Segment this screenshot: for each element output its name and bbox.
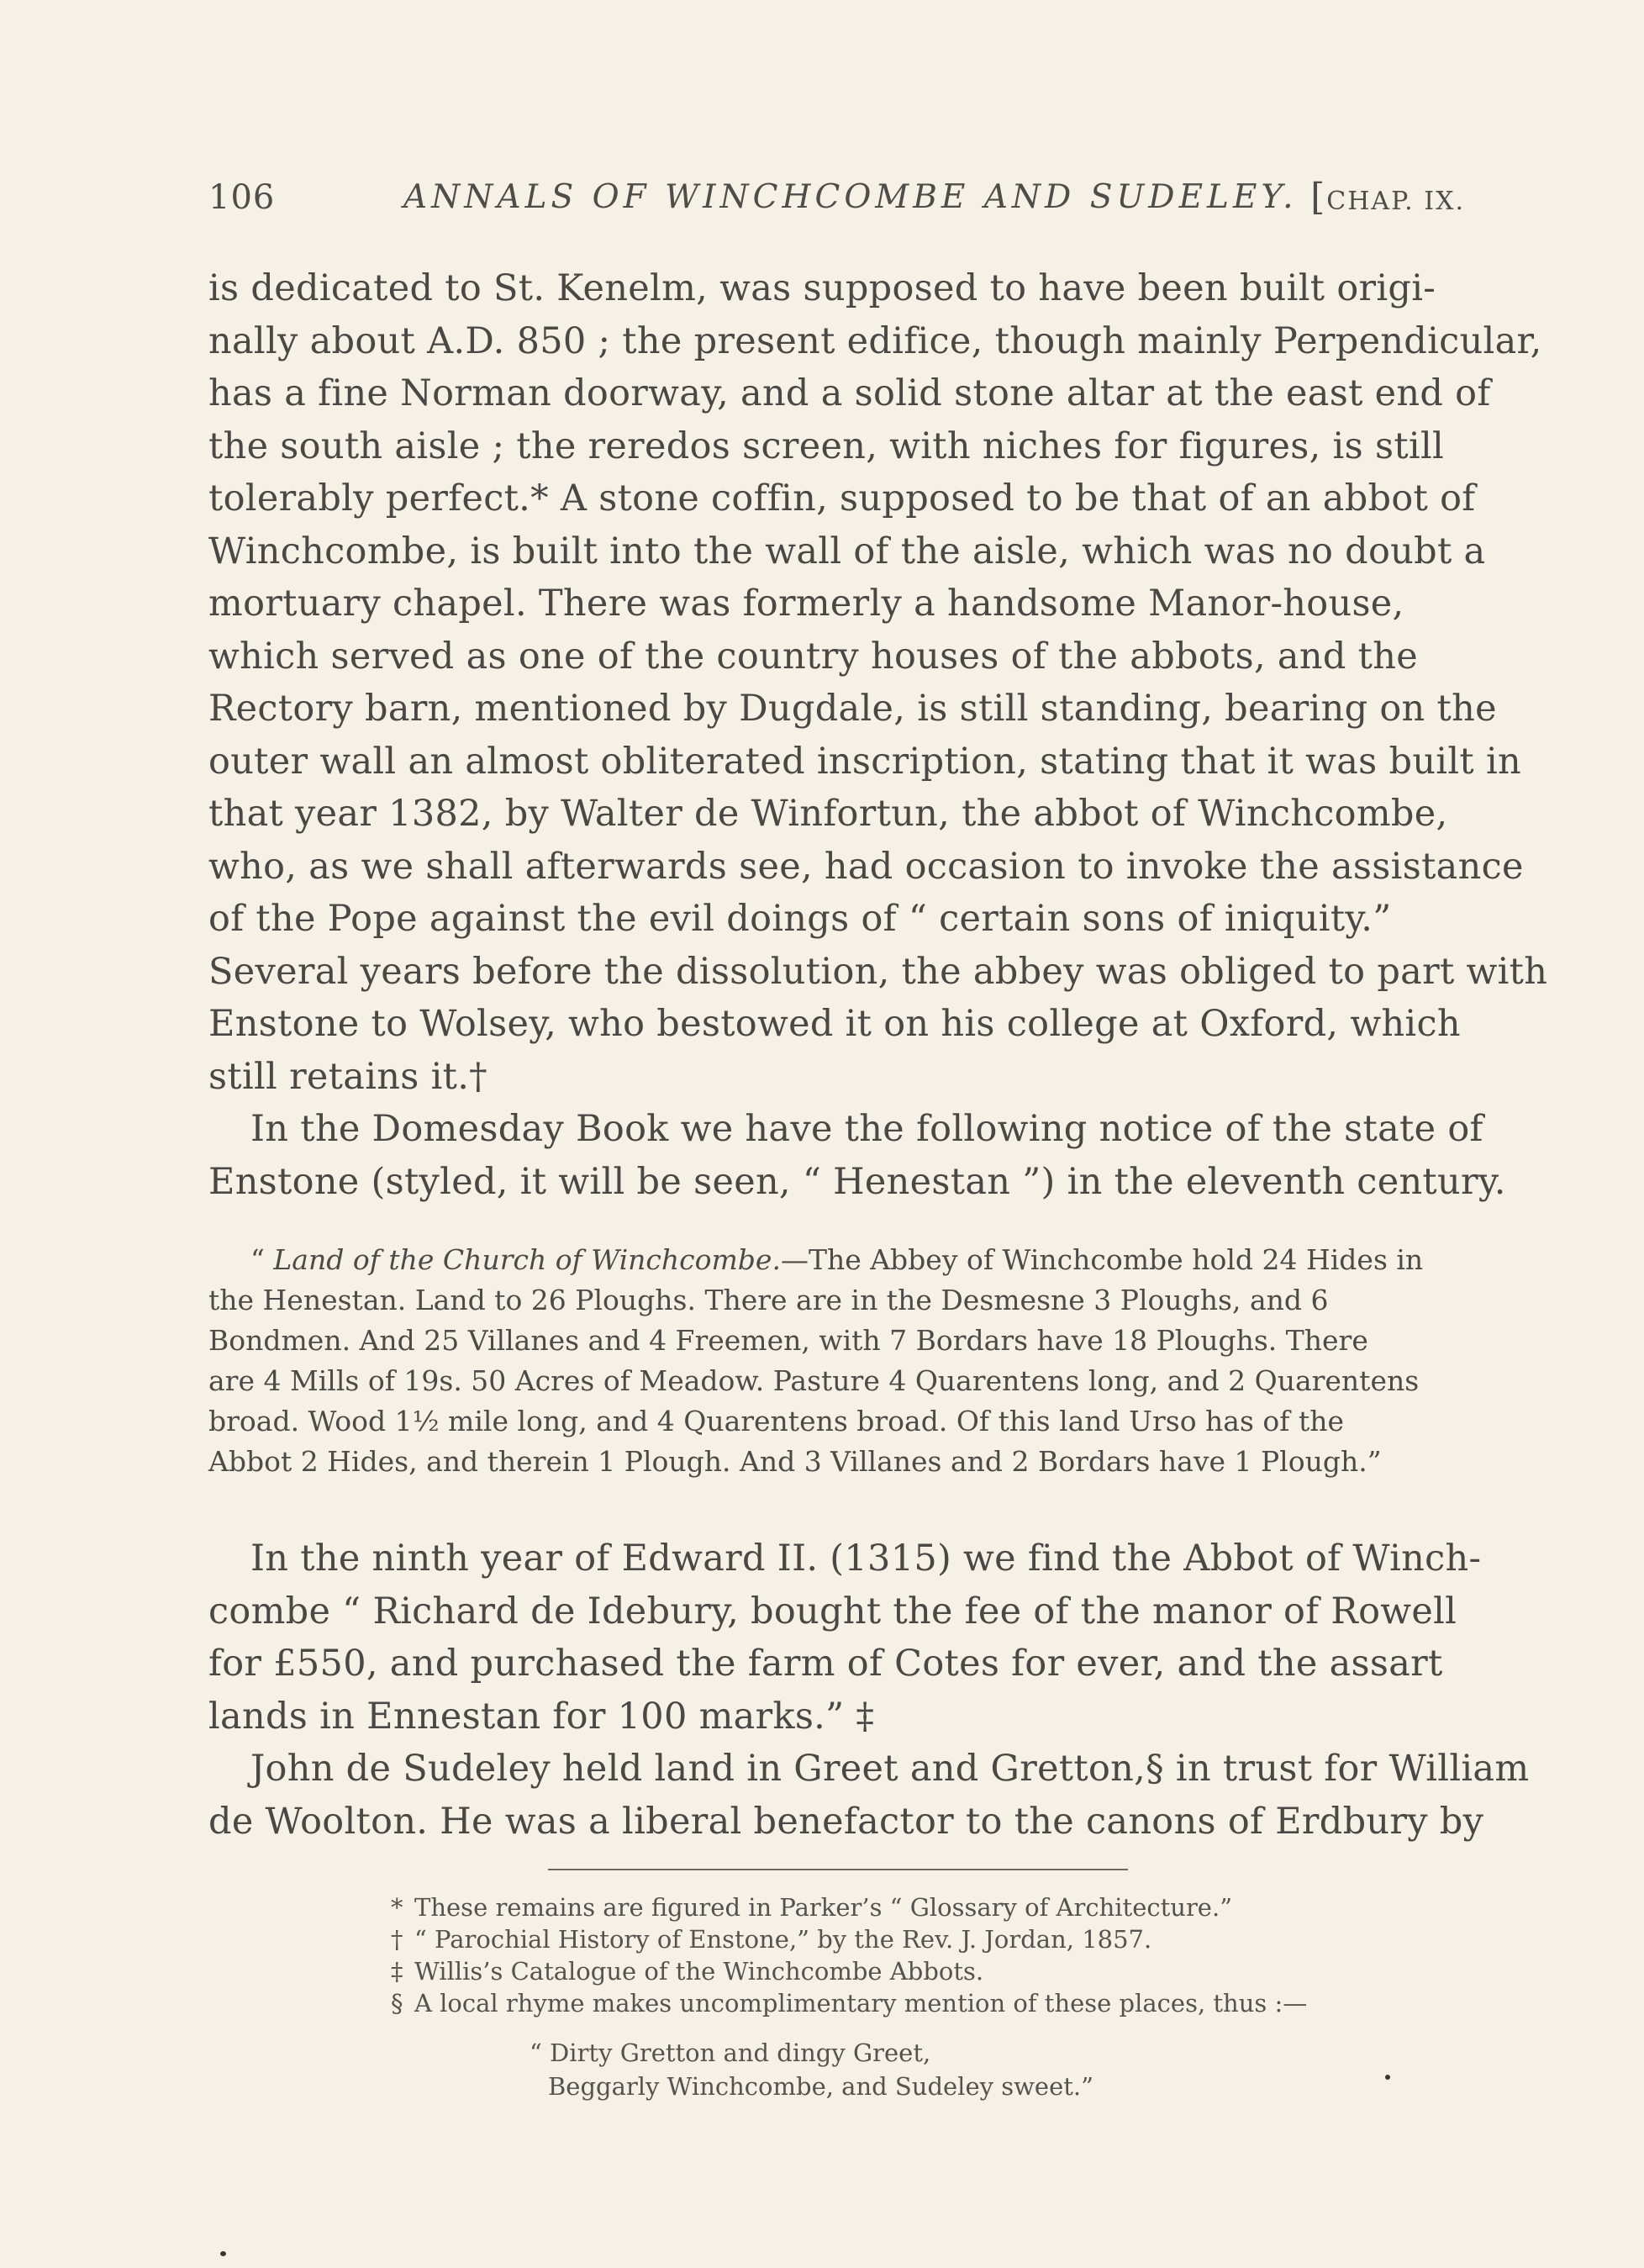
footnote-mark: § [391,1989,403,2017]
text-line: mortuary chapel. There was formerly a handsome Manor-house, [208,583,1404,625]
quote-line [208,1240,1461,1280]
quote-line: the Henestan. Land to 26 Ploughs. There are in the Desmesne 3 Ploughs, and 6 [208,1284,1329,1316]
footnote-text: A local rhyme makes uncomplimentary mention of these places, thus :— [414,1989,1308,2017]
paragraph-1 [208,262,1548,1103]
running-header [208,172,1465,223]
quote-line-rest: —The Abbey of Winchcombe hold 24 Hides in [780,1243,1424,1276]
quote-open: “ [250,1243,274,1276]
text-line: John de Sudeley held land in Greet and Gretton,§ in trust for William [250,1748,1530,1790]
footnote [391,1955,1357,1987]
footnote [391,1987,1357,2019]
footnote-mark: * [391,1893,403,1922]
chapter-bracket: [ [1310,176,1327,219]
text-line: of the Pope against the evil doings of “ certain sons of iniquity.” [208,898,1392,940]
quote-heading: Land of the Church of Winchcombe. [273,1243,781,1276]
footnotes [391,1891,1357,2019]
text-line: who, as we shall afterwards see, had occasion to invoke the assistance [208,845,1524,888]
verse-line: Beggarly Winchcombe, and Sudeley sweet.” [548,2072,1093,2101]
text-line: for £550, and purchased the farm of Cotes for ever, and the assart [208,1643,1443,1685]
text-line: Enstone to Wolsey, who bestowed it on his college at Oxford, which [208,1003,1461,1045]
paragraph-3 [208,1532,1482,1743]
chapter-text: CHAP. IX. [1326,187,1465,216]
quote-line: broad. Wood 1½ mile long, and 4 Quarentens broad. Of this land Urso has of the [208,1405,1345,1437]
text-line: which served as one of the country houses of the abbots, and the [208,635,1418,678]
footnote-rule [548,1869,1128,1870]
footnote-mark: † [391,1925,403,1954]
verse-line: “ Dirty Gretton and dingy Greet, [530,2039,931,2067]
text-line: that year 1382, by Walter de Winfortun, the abbot of Winchcombe, [208,793,1448,835]
footnote-text: Willis’s Catalogue of the Winchcombe Abbots. [414,1957,984,1986]
quote-line: Abbot 2 Hides, and therein 1 Plough. And 3 Villanes and 2 Bordars have 1 Plough.” [208,1445,1382,1478]
text-line: Several years before the dissolution, the abbey was obliged to part with [208,950,1548,993]
footnote-text: These remains are figured in Parker’s “ Glossary of Architecture.” [414,1893,1233,1922]
text-line: In the ninth year of Edward II. (1315) we find the Abbot of Winch- [250,1537,1482,1580]
text-line: still retains it.† [208,1055,487,1098]
text-line: In the Domesday Book we have the following notice of the state of [250,1108,1483,1150]
footnote-mark: ‡ [391,1957,403,1986]
text-line: Winchcombe, is built into the wall of the aisle, which was no doubt a [208,530,1486,572]
text-line: Rectory barn, mentioned by Dugdale, is still standing, bearing on the [208,688,1497,730]
page-number: 106 [208,178,276,217]
print-speck [220,2251,226,2256]
text-line: tolerably perfect.* A stone coffin, supposed to be that of an abbot of [208,477,1476,520]
footnote-text: “ Parochial History of Enstone,” by the Rev. J. Jordan, 1857. [414,1925,1152,1954]
paragraph-2 [208,1103,1506,1208]
footnote-verse [530,2036,1093,2103]
domesday-quote [208,1240,1461,1482]
quote-line: are 4 Mills of 19s. 50 Acres of Meadow. Pasture 4 Quarentens long, and 2 Quarentens [208,1364,1420,1397]
text-line: outer wall an almost obliterated inscription, stating that it was built in [208,740,1522,783]
running-title: ANNALS OF WINCHCOMBE AND SUDELEY. [403,178,1298,216]
text-line: de Woolton. He was a liberal benefactor to the canons of Erdbury by [208,1800,1484,1843]
print-speck [1385,2075,1390,2080]
text-line: is dedicated to St. Kenelm, was supposed to have been built origi- [208,267,1436,309]
quote-lines [208,1280,1461,1482]
paragraph-4 [208,1743,1530,1848]
footnote [391,1891,1357,1923]
footnote [391,1923,1357,1955]
text-line: combe “ Richard de Idebury, bought the fee of the manor of Rowell [208,1590,1457,1632]
text-line: has a fine Norman doorway, and a solid stone altar at the east end of [208,372,1491,414]
text-line: nally about A.D. 850 ; the present edifice, though mainly Perpendicular, [208,319,1542,362]
text-line: Enstone (styled, it will be seen, “ Henestan ”) in the eleventh century. [208,1160,1506,1203]
text-line: the south aisle ; the reredos screen, with niches for figures, is still [208,425,1445,467]
text-line: lands in Ennestan for 100 marks.” ‡ [208,1695,875,1738]
chapter-label [1310,172,1465,227]
quote-line: Bondmen. And 25 Villanes and 4 Freemen, with 7 Bordars have 18 Ploughs. There [208,1324,1368,1357]
